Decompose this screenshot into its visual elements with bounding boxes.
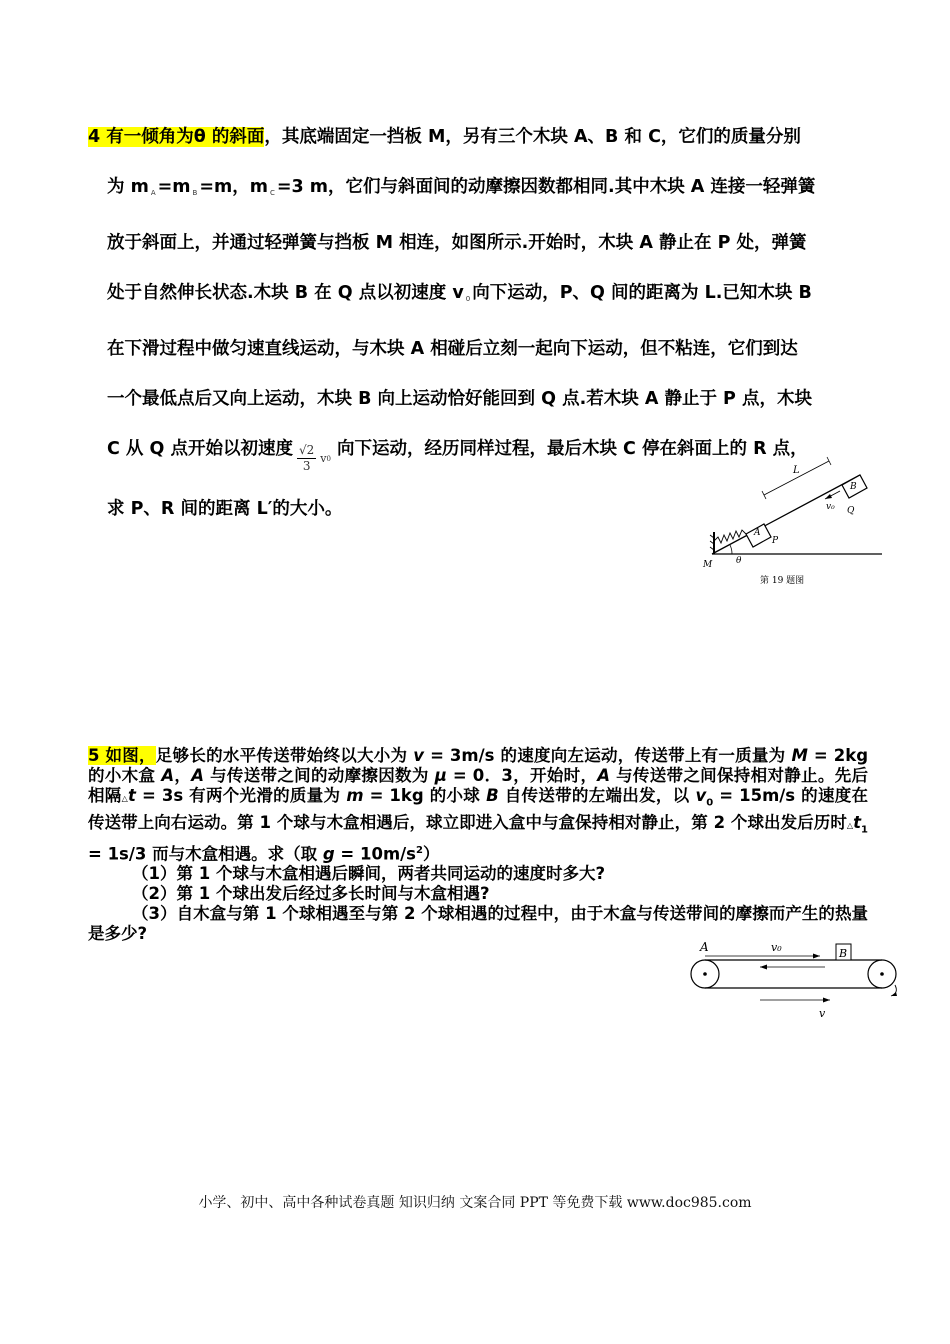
var-m: m <box>346 786 364 805</box>
fraction-expression <box>293 434 337 484</box>
var-a: A <box>161 766 175 785</box>
text-seg: 向下运动，经历同样过程，最后木块 C 停在斜面上的 R 点， <box>336 439 808 459</box>
text-seg: =m <box>157 177 191 197</box>
subscript-c: C <box>269 189 275 197</box>
text-seg: 向下运动，P、Q 间的距离为 L.已知木块 B <box>472 283 812 303</box>
problem-4-line-1 <box>88 112 878 162</box>
var-b: B <box>486 786 499 805</box>
text-seg: = 0．3，开始时， <box>446 766 598 785</box>
var-a: A <box>597 766 611 785</box>
label-l: L <box>793 465 800 476</box>
var-mu: μ <box>434 766 447 785</box>
text-seg: = 2kg 的小木盒 <box>88 746 869 785</box>
problem-4-text: ，其底端固定一挡板 M，另有三个木块 A、B 和 C，它们的质量分别 <box>264 127 801 147</box>
fraction-denominator: 3 <box>302 459 311 473</box>
problem-5-stem <box>88 746 868 864</box>
text-seg: 足够长的水平传送带始终以大小为 <box>155 746 414 765</box>
text-seg: = 15m/s 的速度在传送带上向右运动。第 1 个球与木盒相遇后，球立即进入盒中与盒保持相对静止，第 2 个球出发后历时 <box>88 786 869 833</box>
label-v0: v₀ <box>826 502 835 512</box>
text-seg: ， <box>174 766 192 785</box>
conveyor-figure <box>685 938 910 1028</box>
text-seg: C 从 Q 点开始以初速度 <box>107 439 293 459</box>
theta-symbol: θ <box>193 127 206 147</box>
problem-4-line-2 <box>88 162 878 218</box>
fraction-variable-sub: 0 <box>326 454 331 463</box>
var-v0: v <box>695 786 707 805</box>
label-theta: θ <box>736 556 742 566</box>
text-seg: =m，m <box>199 177 268 197</box>
highlight-tail: 的斜面 <box>205 127 265 147</box>
subscript-b: B <box>192 189 198 197</box>
label-a: A <box>700 940 709 954</box>
problem-4-line-5: 在下滑过程中做匀速直线运动，与木块 A 相碰后立刻一起向下运动，但不粘连，它们到达 <box>107 339 798 359</box>
problem-5 <box>88 746 868 944</box>
text-seg: = 3m/s 的速度向左运动，传送带上有一质量为 <box>424 746 792 765</box>
fraction <box>297 443 316 474</box>
spring <box>714 530 746 543</box>
label-v0: v₀ <box>771 941 782 954</box>
label-q: Q <box>847 506 855 516</box>
label-p: P <box>772 536 779 546</box>
var-m-big: M <box>791 746 808 765</box>
problem-4-number: 4 有一倾角为 <box>88 127 194 147</box>
delta-symbol: △ <box>846 821 854 831</box>
text-seg: =3 m，它们与斜面间的动摩擦因数都相同.其中木块 A 连接一轻弹簧 <box>276 177 816 197</box>
problem-4-highlight <box>88 127 264 147</box>
problem-5-number: 5 如图， <box>88 746 156 765</box>
label-b: B <box>839 947 848 960</box>
delta-symbol: △ <box>121 794 129 803</box>
problem-4-line-8: 求 P、R 间的距离 L′的大小。 <box>107 498 343 519</box>
subscript-a: A <box>150 189 156 197</box>
text-seg: = 3s 有两个光滑的质量为 <box>135 786 347 805</box>
superscript-2: 2 <box>416 844 423 856</box>
var-t1: t <box>853 813 862 833</box>
text-seg: = 1s/3 而与木盒相遇。求（取 <box>88 844 323 864</box>
text-seg: 为 m <box>107 177 149 197</box>
text-seg: 与传送带之间的动摩擦因数为 <box>204 766 435 785</box>
incline-figure <box>700 455 890 590</box>
label-m: M <box>703 560 713 570</box>
var-v0-sub: 0 <box>706 797 714 809</box>
text-seg: = 10m/s <box>334 844 417 864</box>
var-g: g <box>322 844 335 864</box>
figure-caption: 第 19 题图 <box>760 576 805 586</box>
label-a: A <box>754 528 761 538</box>
var-t: t <box>128 786 136 805</box>
var-v: v <box>413 746 425 765</box>
text-seg: 处于自然伸长状态.木块 B 在 Q 点以初速度 v <box>107 283 464 303</box>
question-3: （3）自木盒与第 1 个球相遇至与第 2 个球相遇的过程中，由于木盒与传送带间的摩擦而产生的热量是多少? <box>88 904 868 944</box>
text-seg: ） <box>422 844 440 864</box>
question-2: （2）第 1 个球出发后经过多长时间与木盒相遇? <box>132 884 490 904</box>
problem-4-line-4 <box>88 268 878 324</box>
label-v: v <box>819 1007 826 1020</box>
var-a: A <box>191 766 205 785</box>
var-t1-sub: 1 <box>861 824 868 836</box>
problem-4-line-3: 放于斜面上，并通过轻弹簧与挡板 M 相连，如图所示.开始时，木块 A 静止在 P 处，弹簧 <box>107 233 807 253</box>
angle-arc <box>730 545 732 554</box>
subscript-v0: 0 <box>465 295 471 303</box>
question-1: （1）第 1 个球与木盒相遇后瞬间，两者共同运动的速度时多大? <box>132 864 606 884</box>
label-b: B <box>850 482 857 492</box>
text-seg: = 1kg 的小球 <box>363 786 487 805</box>
fraction-numerator: √2 <box>299 443 315 457</box>
incline-line <box>712 475 860 554</box>
fraction-variable: v <box>320 451 327 465</box>
footer: 小学、初中、高中各种试卷真题 知识归纳 文案合同 PPT 等免费下载 www.doc985.com <box>198 1195 752 1211</box>
problem-4-line-6: 一个最低点后又向上运动，木块 B 向上运动恰好能回到 Q 点.若木块 A 静止于 P 点，木块 <box>107 389 812 409</box>
text-seg: 与传送带之间保持相对静止。先后相隔 <box>88 766 869 805</box>
text-seg: 自传送带的左端出发，以 <box>498 786 696 805</box>
